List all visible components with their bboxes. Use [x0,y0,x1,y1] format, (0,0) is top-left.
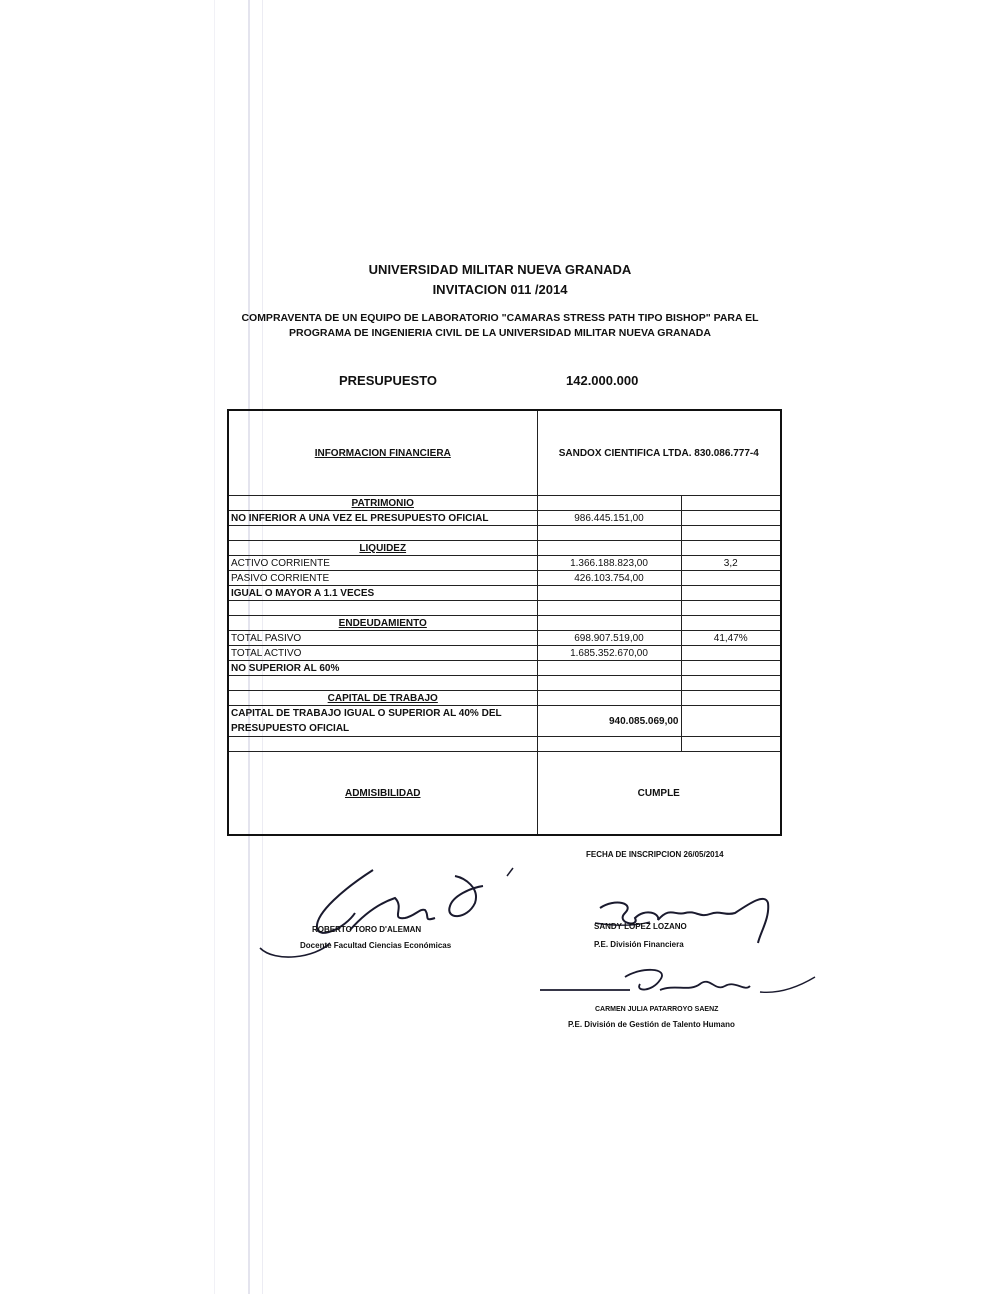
table-row [228,706,781,737]
endeudamiento-ratio: 41,47% [681,631,781,646]
activo-corriente-value: 1.366.188.823,00 [537,556,681,571]
total-pasivo-value: 698.907.519,00 [537,631,681,646]
pasivo-corriente-value: 426.103.754,00 [537,571,681,586]
pasivo-corriente-label: PASIVO CORRIENTE [228,571,537,586]
capital-value: 940.085.069,00 [537,706,681,737]
table-row [228,616,781,631]
endeudamiento-requirement: NO SUPERIOR AL 60% [228,661,537,676]
signature-roberto-toro [255,858,525,968]
admisibilidad-row [228,752,781,836]
activo-corriente-label: ACTIVO CORRIENTE [228,556,537,571]
liquidez-requirement: IGUAL O MAYOR A 1.1 VECES [228,586,537,601]
table-row [228,586,781,601]
liquidez-ratio: 3,2 [681,556,781,571]
total-activo-value: 1.685.352.670,00 [537,646,681,661]
financial-table [227,409,782,836]
description-line-1: COMPRAVENTA DE UN EQUIPO DE LABORATORIO "CAMARAS STRESS PATH TIPO BISHOP" PARA EL [241,312,759,324]
table-row [228,661,781,676]
patrimonio-label: NO INFERIOR A UNA VEZ EL PRESUPUESTO OFICIAL [228,511,537,526]
table-row [228,737,781,752]
signatory-2-role: P.E. División Financiera [594,940,684,949]
budget-value: 142.000.000 [566,373,639,388]
patrimonio-value: 986.445.151,00 [537,511,681,526]
scan-artifact-line [214,0,215,1294]
university-title: UNIVERSIDAD MILITAR NUEVA GRANADA [368,262,632,277]
signatory-3-role: P.E. División de Gestión de Talento Humano [568,1020,735,1029]
description-line-2: PROGRAMA DE INGENIERIA CIVIL DE LA UNIVERSIDAD MILITAR NUEVA GRANADA [289,327,711,339]
capital-label: CAPITAL DE TRABAJO IGUAL O SUPERIOR AL 40% DEL PRESUPUESTO OFICIAL [228,706,537,737]
signature-sandy-lopez [590,888,790,948]
signatory-1-name: ROBERTO TORO D'ALEMAN [312,925,422,934]
signature-carmen-patarroyo [540,962,820,1007]
table-row [228,526,781,541]
signatory-1-role: Docente Facultad Ciencias Económicas [300,941,452,950]
table-row [228,511,781,526]
table-header-row [228,410,781,496]
admisibilidad-label: ADMISIBILIDAD [228,752,537,836]
admisibilidad-value: CUMPLE [537,752,781,836]
table-row [228,691,781,706]
table-row [228,646,781,661]
table-row [228,571,781,586]
registration-date: FECHA DE INSCRIPCION 26/05/2014 [586,850,724,859]
section-title-liquidez: LIQUIDEZ [228,541,537,556]
company-name: SANDOX CIENTIFICA LTDA. 830.086.777-4 [537,410,781,496]
table-row [228,601,781,616]
section-title-endeudamiento: ENDEUDAMIENTO [228,616,537,631]
section-title-capital: CAPITAL DE TRABAJO [228,691,537,706]
signatory-3-name: CARMEN JULIA PATARROYO SAENZ [595,1006,719,1013]
invitation-number: INVITACION 011 /2014 [432,282,568,297]
info-header: INFORMACION FINANCIERA [228,410,537,496]
total-activo-label: TOTAL ACTIVO [228,646,537,661]
table-row [228,556,781,571]
table-row [228,676,781,691]
budget-label: PRESUPUESTO [339,373,438,388]
table-row [228,496,781,511]
signatory-2-name: SANDY LOPEZ LOZANO [594,922,687,931]
table-row [228,631,781,646]
table-row [228,541,781,556]
total-pasivo-label: TOTAL PASIVO [228,631,537,646]
section-title-patrimonio: PATRIMONIO [228,496,537,511]
